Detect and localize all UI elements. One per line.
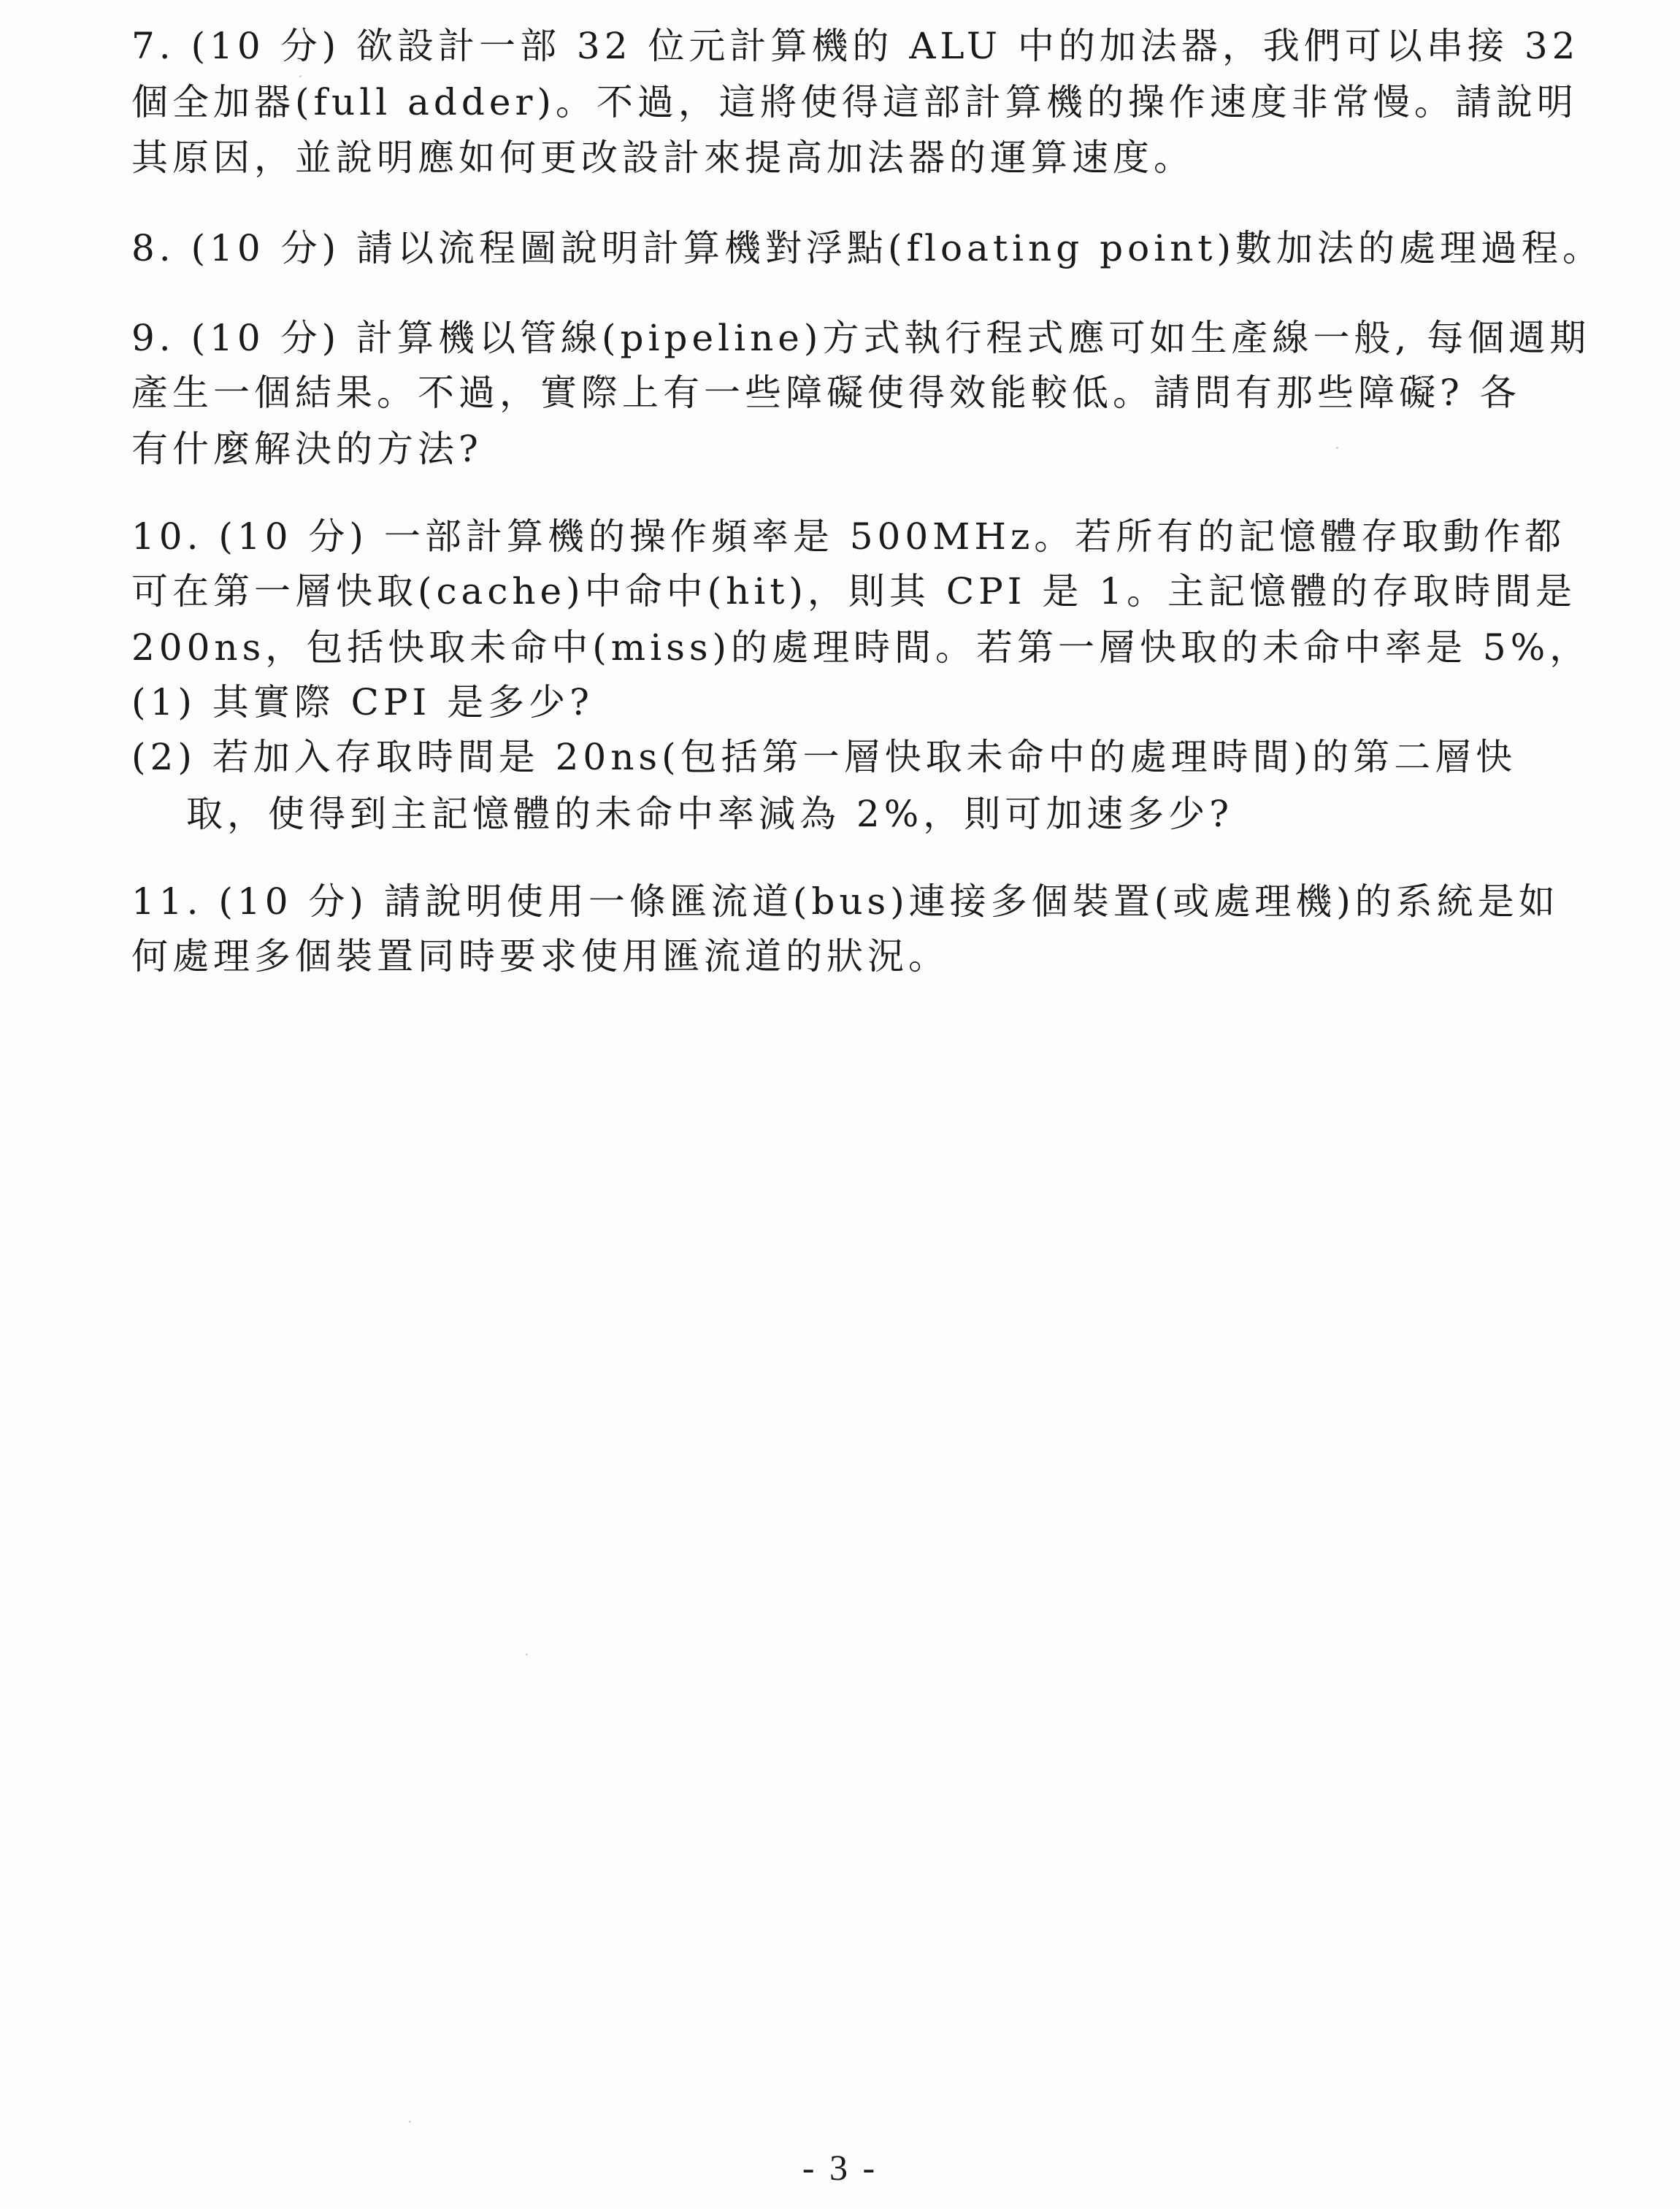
question-9-line-2: 產生一個結果。不過，實際上有一些障礙使得效能較低。請問有那些障礙? 各 [131,372,1521,414]
question-10-part-2-line-1: (2) 若加入存取時間是 20ns(包括第一層快取未命中的處理時間)的第二層快 [131,736,1517,778]
question-7-line-2: 個全加器(full adder)。不過，這將使得這部計算機的操作速度非常慢。請說明 [131,81,1578,123]
question-11-line-2: 何處理多個裝置同時要求使用匯流道的狀況。 [131,935,949,977]
question-11-line-1: 11. (10 分) 請說明使用一條匯流道(bus)連接多個裝置(或處理機)的系統是如 [131,880,1560,923]
scan-speck [526,1653,528,1656]
question-7-line-3: 其原因，並說明應如何更改設計來提高加法器的運算速度。 [131,137,1194,179]
question-10-part-2-line-2: 取，使得到主記憶體的未命中率減為 2%，則可加速多少? [186,793,1234,835]
question-10-line-1: 10. (10 分) 一部計算機的操作頻率是 500MHz。若所有的記憶體存取動作都 [131,515,1566,558]
scan-speck [409,2121,411,2123]
scan-speck [299,75,302,77]
question-10-line-3: 200ns，包括快取未命中(miss)的處理時間。若第一層快取的未命中率是 5%， [131,626,1591,669]
question-8-line-1: 8. (10 分) 請以流程圖說明計算機對浮點(floating point)數加法的處理過程。 [131,227,1604,269]
page-number: - 3 - [802,2147,878,2188]
question-10-line-2: 可在第一層快取(cache)中命中(hit)，則其 CPI 是 1。主記憶體的存取時間是 [131,570,1577,612]
question-7-line-1: 7. (10 分) 欲設計一部 32 位元計算機的 ALU 中的加法器，我們可以串接 32 [131,25,1580,67]
question-10-part-1: (1) 其實際 CPI 是多少? [131,681,594,723]
question-9-line-1: 9. (10 分) 計算機以管線(pipeline)方式執行程式應可如生產線一般, 每個週期 [131,317,1591,359]
question-9-line-3: 有什麼解決的方法? [131,428,483,470]
scan-speck [1336,447,1338,449]
